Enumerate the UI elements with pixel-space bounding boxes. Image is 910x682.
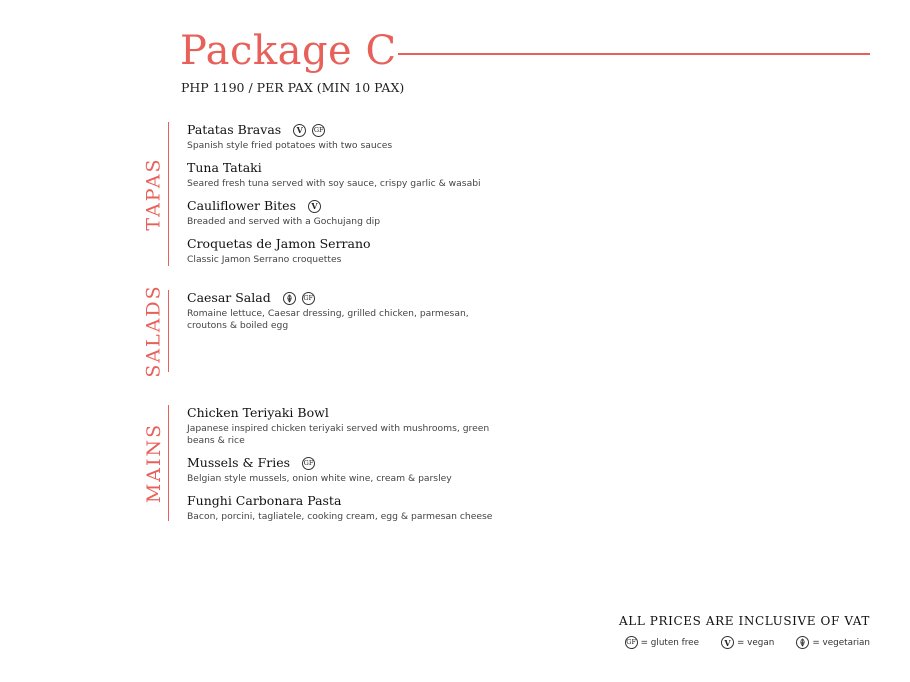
menu-item-name: Patatas Bravas	[187, 122, 282, 137]
section-label: MAINS	[143, 422, 166, 504]
menu-item-list	[187, 405, 527, 531]
section-divider	[168, 405, 169, 521]
gluten-free-icon: GF	[302, 457, 315, 470]
gluten-free-icon: GF	[625, 636, 638, 649]
package-title: Package C	[180, 28, 397, 74]
menu-item-list	[187, 122, 527, 274]
legend-gluten-free	[625, 636, 699, 649]
dietary-legend	[625, 636, 870, 649]
legend-vegan	[721, 636, 774, 649]
menu-item-name: Funghi Carbonara Pasta	[187, 493, 342, 508]
vegan-icon: V	[293, 124, 306, 137]
menu-item-desc: Romaine lettuce, Caesar dressing, grilled chicken, parmesan, croutons & boiled egg	[187, 308, 469, 331]
menu-item	[187, 122, 527, 152]
vegetarian-icon	[796, 636, 809, 649]
menu-item-name: Caesar Salad	[187, 290, 271, 305]
menu-item-name: Croquetas de Jamon Serrano	[187, 236, 371, 251]
gluten-free-icon: GF	[302, 292, 315, 305]
menu-item-desc: Spanish style fried potatoes with two sauces	[187, 140, 393, 151]
menu-item	[187, 405, 527, 447]
section-label: SALADS	[143, 284, 166, 378]
vegan-icon: V	[721, 636, 734, 649]
menu-item-desc: Bacon, porcini, tagliatele, cooking cream, egg & parmesan cheese	[187, 511, 493, 522]
legend-text: = vegetarian	[812, 637, 870, 648]
legend-vegetarian	[796, 636, 870, 649]
price-line: PHP 1190 / PER PAX (MIN 10 PAX)	[181, 80, 405, 95]
menu-item-name: Cauliflower Bites	[187, 198, 296, 213]
menu-item-list	[187, 290, 527, 340]
menu-item-name: Mussels & Fries	[187, 455, 291, 470]
menu-item-name: Chicken Teriyaki Bowl	[187, 405, 329, 420]
vat-note: ALL PRICES ARE INCLUSIVE OF VAT	[618, 614, 870, 628]
menu-item-desc: Belgian style mussels, onion white wine, cream & parsley	[187, 473, 452, 484]
menu-item	[187, 455, 527, 485]
legend-text: = gluten free	[640, 637, 699, 648]
menu-item-desc: Seared fresh tuna served with soy sauce, crispy garlic & wasabi	[187, 178, 481, 189]
menu-item	[187, 493, 527, 523]
gluten-free-icon: GF	[312, 124, 325, 137]
section-label: TAPAS	[143, 157, 166, 231]
menu-item	[187, 290, 527, 332]
menu-item-name: Tuna Tataki	[187, 160, 262, 175]
title-rule	[398, 53, 870, 55]
menu-item	[187, 160, 527, 190]
menu-item-desc: Breaded and served with a Gochujang dip	[187, 216, 381, 227]
section-divider	[168, 290, 169, 372]
menu-item-desc: Classic Jamon Serrano croquettes	[187, 254, 342, 265]
menu-item-desc: Japanese inspired chicken teriyaki served with mushrooms, green beans & rice	[187, 423, 490, 446]
menu-item	[187, 236, 527, 266]
vegan-icon: V	[308, 200, 321, 213]
section-divider	[168, 122, 169, 266]
vegetarian-icon	[283, 292, 296, 305]
legend-text: = vegan	[737, 637, 775, 648]
menu-item	[187, 198, 527, 228]
